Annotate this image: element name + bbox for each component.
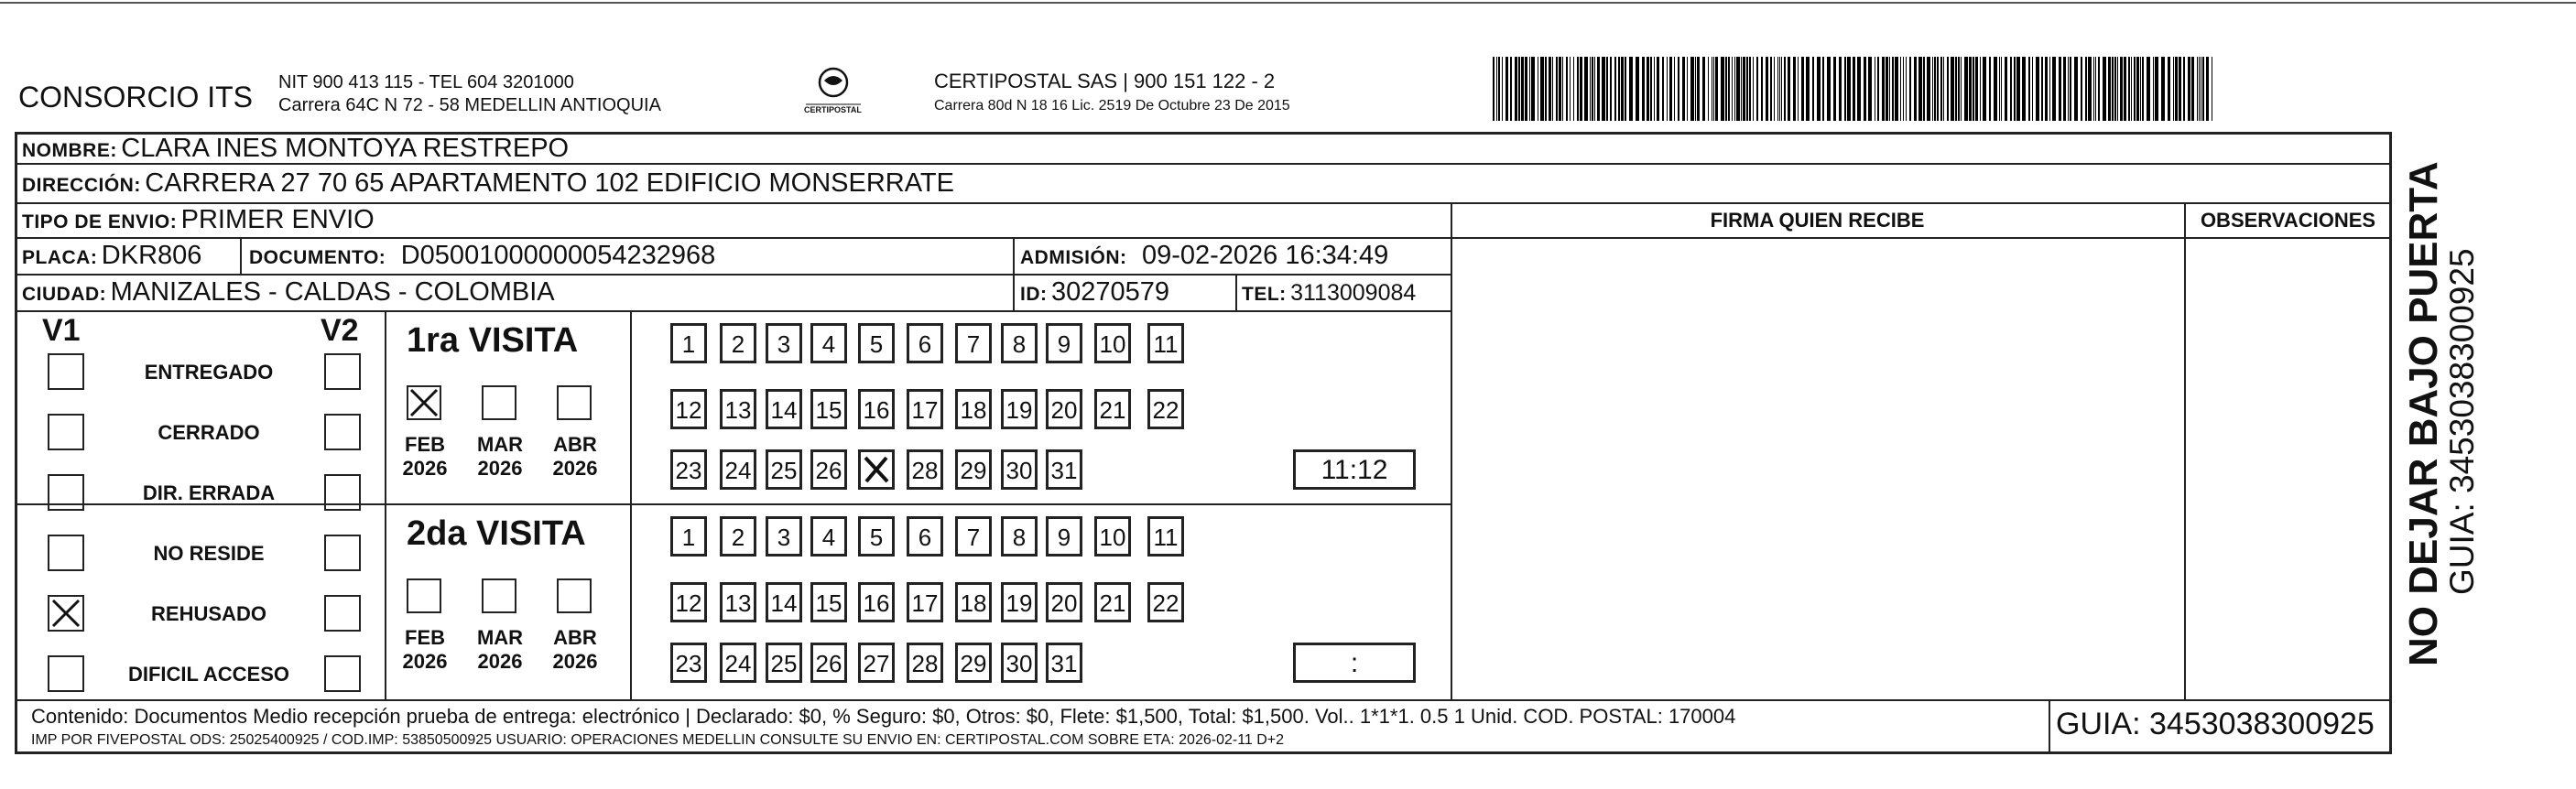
day-box[interactable]: [907, 389, 943, 429]
day-number: 19: [1005, 589, 1033, 617]
ciudad-label: CIUDAD:: [22, 284, 107, 305]
day-box[interactable]: [955, 516, 992, 557]
day-box[interactable]: [720, 389, 756, 429]
admision-cell: [1020, 241, 1388, 271]
day-box[interactable]: [1046, 643, 1082, 683]
day-box[interactable]: [670, 643, 707, 683]
barcode: [1493, 57, 2216, 121]
visit-title-1: 1ra VISITA: [407, 321, 579, 360]
day-number: 29: [960, 457, 987, 484]
v1-checkbox-5[interactable]: [48, 595, 84, 632]
day-number: 3: [777, 330, 791, 358]
day-number: 26: [815, 457, 842, 484]
day-box[interactable]: [766, 643, 802, 683]
v1-checkbox-6[interactable]: [48, 655, 84, 692]
day-number: 23: [675, 457, 702, 484]
day-box[interactable]: [720, 516, 756, 557]
month-label: [546, 626, 604, 674]
day-box[interactable]: [810, 449, 847, 490]
day-number: 18: [960, 589, 987, 617]
direccion-label: DIRECCIÓN:: [22, 175, 141, 196]
day-box[interactable]: [955, 323, 992, 363]
day-number: 23: [675, 650, 702, 677]
day-number: 28: [911, 650, 939, 677]
direccion-value: CARRERA 27 70 65 APARTAMENTO 102 EDIFICIO MONSERRATE: [145, 168, 954, 198]
day-box[interactable]: [907, 449, 943, 490]
day-box[interactable]: [670, 582, 707, 622]
month-checkbox-mar[interactable]: [482, 385, 516, 420]
day-number: 25: [770, 650, 798, 677]
time-value: :: [1350, 648, 1359, 678]
day-box[interactable]: [1147, 582, 1184, 622]
day-number: 31: [1050, 650, 1078, 677]
month-checkbox-abr[interactable]: [557, 385, 592, 420]
day-box[interactable]: [1001, 389, 1038, 429]
day-box[interactable]: [1001, 323, 1038, 363]
documento-value: D05001000000054232968: [400, 241, 716, 270]
day-number: 18: [960, 396, 987, 424]
day-number: 14: [770, 396, 798, 424]
day-number: 8: [1012, 330, 1027, 358]
side-guia: GUIA: 3453038300925: [2443, 248, 2481, 595]
certipostal-logo: [797, 64, 870, 119]
day-box[interactable]: [1046, 516, 1082, 557]
day-box[interactable]: [1094, 582, 1131, 622]
tel-cell: [1242, 280, 1416, 307]
day-box[interactable]: [810, 582, 847, 622]
day-box[interactable]: [766, 449, 802, 490]
day-box[interactable]: [1046, 389, 1082, 429]
v2-checkbox-5[interactable]: [324, 595, 361, 632]
month-name: ABR: [553, 626, 597, 649]
month-year: 2026: [552, 457, 598, 480]
v2-header: V2: [321, 313, 359, 348]
day-box[interactable]: [766, 323, 802, 363]
time-field[interactable]: [1293, 643, 1416, 683]
nombre-row: [22, 134, 569, 164]
logo-text: CERTIPOSTAL: [804, 105, 862, 114]
admision-value: 09-02-2026 16:34:49: [1141, 241, 1389, 270]
status-label: CERRADO: [158, 421, 260, 444]
day-number: 16: [863, 396, 890, 424]
day-number: 22: [1152, 396, 1179, 424]
tipo-value: PRIMER ENVIO: [180, 205, 375, 234]
month-label: [396, 433, 454, 481]
status-label: ENTREGADO: [144, 361, 274, 384]
day-number: 10: [1099, 330, 1126, 358]
day-number: 11: [1153, 524, 1179, 551]
day-number: 20: [1050, 396, 1078, 424]
x-mark-icon: [408, 387, 440, 418]
day-box[interactable]: [670, 516, 707, 557]
day-box[interactable]: [810, 516, 847, 557]
nombre-value: CLARA INES MONTOYA RESTREPO: [121, 134, 570, 163]
footer-guia: GUIA: 3453038300925: [2056, 707, 2375, 741]
day-number: 11: [1153, 330, 1179, 358]
day-box[interactable]: [955, 389, 992, 429]
day-number: 7: [966, 524, 981, 551]
day-box[interactable]: [1001, 516, 1038, 557]
day-number: 27: [863, 650, 890, 677]
day-number: 9: [1057, 524, 1071, 551]
x-mark-icon: [49, 597, 82, 630]
day-box[interactable]: [858, 323, 895, 363]
placa-value: DKR806: [101, 241, 202, 270]
month-year: 2026: [402, 457, 448, 480]
day-box[interactable]: [1094, 516, 1131, 557]
day-number: 20: [1050, 589, 1078, 617]
day-box[interactable]: [1001, 643, 1038, 683]
day-box[interactable]: [955, 643, 992, 683]
tipo-row: [22, 205, 375, 235]
side-warning: NO DEJAR BAJO PUERTA: [2401, 161, 2446, 666]
day-box[interactable]: [858, 516, 895, 557]
day-box[interactable]: [1001, 582, 1038, 622]
day-box[interactable]: [858, 389, 895, 429]
day-number: 21: [1099, 589, 1126, 617]
day-number: 31: [1050, 457, 1078, 484]
day-box[interactable]: [955, 582, 992, 622]
day-box[interactable]: [810, 323, 847, 363]
v2-checkbox-6[interactable]: [324, 655, 361, 692]
observaciones-header: OBSERVACIONES: [2200, 209, 2376, 232]
day-number: 12: [675, 589, 702, 617]
nombre-label: NOMBRE:: [22, 140, 117, 161]
company-address: Carrera 64C N 72 - 58 MEDELLIN ANTIOQUIA: [278, 95, 661, 115]
v2-checkbox-2[interactable]: [324, 414, 361, 450]
day-number: 28: [911, 457, 939, 484]
month-checkbox-abr[interactable]: [557, 578, 592, 613]
v2-checkbox-1[interactable]: [324, 353, 361, 390]
day-box[interactable]: [670, 449, 707, 490]
day-box[interactable]: [1147, 516, 1184, 557]
v2-checkbox-4[interactable]: [324, 535, 361, 571]
day-number: 12: [675, 396, 702, 424]
day-box[interactable]: [810, 389, 847, 429]
day-box[interactable]: [907, 643, 943, 683]
visit-title-2: 2da VISITA: [407, 514, 586, 553]
day-number: 15: [815, 589, 842, 617]
day-box[interactable]: [720, 643, 756, 683]
day-number: 1: [681, 524, 696, 551]
day-box[interactable]: [858, 449, 895, 490]
x-mark-icon: [863, 454, 890, 485]
day-number: 6: [918, 330, 932, 358]
day-number: 3: [777, 524, 791, 551]
day-box[interactable]: [1001, 449, 1038, 490]
tel-label: TEL:: [1242, 284, 1287, 305]
month-checkbox-mar[interactable]: [482, 578, 516, 613]
month-year: 2026: [552, 650, 598, 673]
day-box[interactable]: [858, 643, 895, 683]
footer-contenido: Contenido: Documentos Medio recepción prueba de entrega: electrónico | Declarado: $0, % Seguro: $0, Otros: $0, Flete: $1,500, Total: $1,500. Vol.. 1*1*1. 0.5 1 Unid. COD. POSTAL: 170004: [31, 705, 1736, 728]
company-nit: NIT 900 413 115 - TEL 604 3201000: [278, 72, 574, 92]
status-label: NO RESIDE: [153, 542, 265, 565]
month-name: MAR: [476, 626, 524, 649]
day-box[interactable]: [1046, 582, 1082, 622]
day-number: 10: [1099, 524, 1126, 551]
month-checkbox-feb[interactable]: [407, 385, 441, 420]
tipo-label: TIPO DE ENVIO:: [22, 211, 178, 232]
status-label: DIR. ERRADA: [142, 481, 276, 504]
day-box[interactable]: [1046, 449, 1082, 490]
v2-checkbox-3[interactable]: [324, 474, 361, 511]
day-box[interactable]: [907, 582, 943, 622]
month-checkbox-feb[interactable]: [407, 578, 441, 613]
month-name: ABR: [553, 433, 597, 456]
day-number: 13: [724, 396, 752, 424]
id-label: ID:: [1020, 284, 1048, 305]
month-name: FEB: [405, 433, 445, 456]
day-box[interactable]: [766, 582, 802, 622]
admision-label: ADMISIÓN:: [1020, 247, 1127, 268]
day-box[interactable]: [720, 449, 756, 490]
id-value: 30270579: [1050, 277, 1169, 307]
day-box[interactable]: [766, 516, 802, 557]
day-box[interactable]: [810, 643, 847, 683]
month-label: [471, 626, 529, 674]
day-number: 1: [681, 330, 696, 358]
day-box[interactable]: [907, 516, 943, 557]
direccion-row: [22, 168, 954, 199]
carrier-info: CERTIPOSTAL SAS | 900 151 122 - 2: [934, 70, 1276, 92]
id-cell: [1020, 277, 1169, 308]
placa-label: PLACA:: [22, 247, 98, 268]
month-label: [471, 433, 529, 481]
day-number: 17: [911, 396, 939, 424]
v1-checkbox-4[interactable]: [48, 535, 84, 571]
day-box[interactable]: [1147, 389, 1184, 429]
v1-checkbox-1[interactable]: [48, 353, 84, 390]
company-name: CONSORCIO ITS: [18, 81, 254, 113]
day-number: 9: [1057, 330, 1071, 358]
time-field[interactable]: [1293, 449, 1416, 490]
top-rule: [0, 2, 2576, 4]
v1-checkbox-3[interactable]: [48, 474, 84, 511]
day-number: 19: [1005, 396, 1033, 424]
footer-imp: IMP POR FIVEPOSTAL ODS: 25025400925 / COD.IMP: 53850500925 USUARIO: OPERACIONES MEDELLIN CONSULTE SU ENVIO EN: CERTIPOSTAL.COM SOBRE ETA: 2026-02-11 D+2: [31, 732, 1285, 748]
month-label: [396, 626, 454, 674]
status-label: DIFICIL ACCESO: [127, 663, 289, 686]
day-number: 25: [770, 457, 798, 484]
day-number: 17: [911, 589, 939, 617]
day-number: 5: [869, 524, 884, 551]
day-box[interactable]: [720, 582, 756, 622]
month-year: 2026: [477, 457, 523, 480]
carrier-address: Carrera 80d N 18 16 Lic. 2519 De Octubre 23 De 2015: [934, 98, 1290, 113]
documento-cell: [249, 241, 715, 271]
day-number: 15: [815, 396, 842, 424]
status-label: REHUSADO: [151, 602, 266, 625]
day-number: 24: [724, 457, 752, 484]
month-year: 2026: [402, 650, 448, 673]
day-box[interactable]: [670, 323, 707, 363]
day-number: 13: [724, 589, 752, 617]
day-number: 4: [821, 330, 836, 358]
time-value: 11:12: [1321, 455, 1388, 485]
day-box[interactable]: [766, 389, 802, 429]
day-number: 6: [918, 524, 932, 551]
ciudad-value: MANIZALES - CALDAS - COLOMBIA: [110, 277, 555, 307]
documento-label: DOCUMENTO:: [249, 247, 386, 268]
day-box[interactable]: [858, 582, 895, 622]
day-box[interactable]: [955, 449, 992, 490]
day-number: 21: [1099, 396, 1126, 424]
day-number: 5: [869, 330, 884, 358]
day-box[interactable]: [720, 323, 756, 363]
v1-checkbox-2[interactable]: [48, 414, 84, 450]
day-number: 29: [960, 650, 987, 677]
month-name: MAR: [476, 433, 524, 456]
day-box[interactable]: [907, 323, 943, 363]
day-number: 24: [724, 650, 752, 677]
day-number: 7: [966, 330, 981, 358]
day-box[interactable]: [1094, 389, 1131, 429]
ciudad-cell: [22, 277, 555, 308]
firma-header: FIRMA QUIEN RECIBE: [1710, 209, 1925, 232]
day-box[interactable]: [1094, 323, 1131, 363]
month-label: [546, 433, 604, 481]
month-year: 2026: [477, 650, 523, 673]
day-number: 4: [821, 524, 836, 551]
tel-value: 3113009084: [1290, 280, 1417, 306]
day-box[interactable]: [1147, 323, 1184, 363]
day-number: 2: [731, 524, 745, 551]
placa-cell: [22, 241, 201, 271]
day-number: 16: [863, 589, 890, 617]
day-number: 26: [815, 650, 842, 677]
day-number: 30: [1005, 650, 1033, 677]
day-number: 14: [770, 589, 798, 617]
v1-header: V1: [42, 313, 81, 348]
month-name: FEB: [405, 626, 445, 649]
day-box[interactable]: [1046, 323, 1082, 363]
day-number: 8: [1012, 524, 1027, 551]
day-box[interactable]: [670, 389, 707, 429]
day-number: 30: [1005, 457, 1033, 484]
day-number: 22: [1152, 589, 1179, 617]
day-number: 2: [731, 330, 745, 358]
